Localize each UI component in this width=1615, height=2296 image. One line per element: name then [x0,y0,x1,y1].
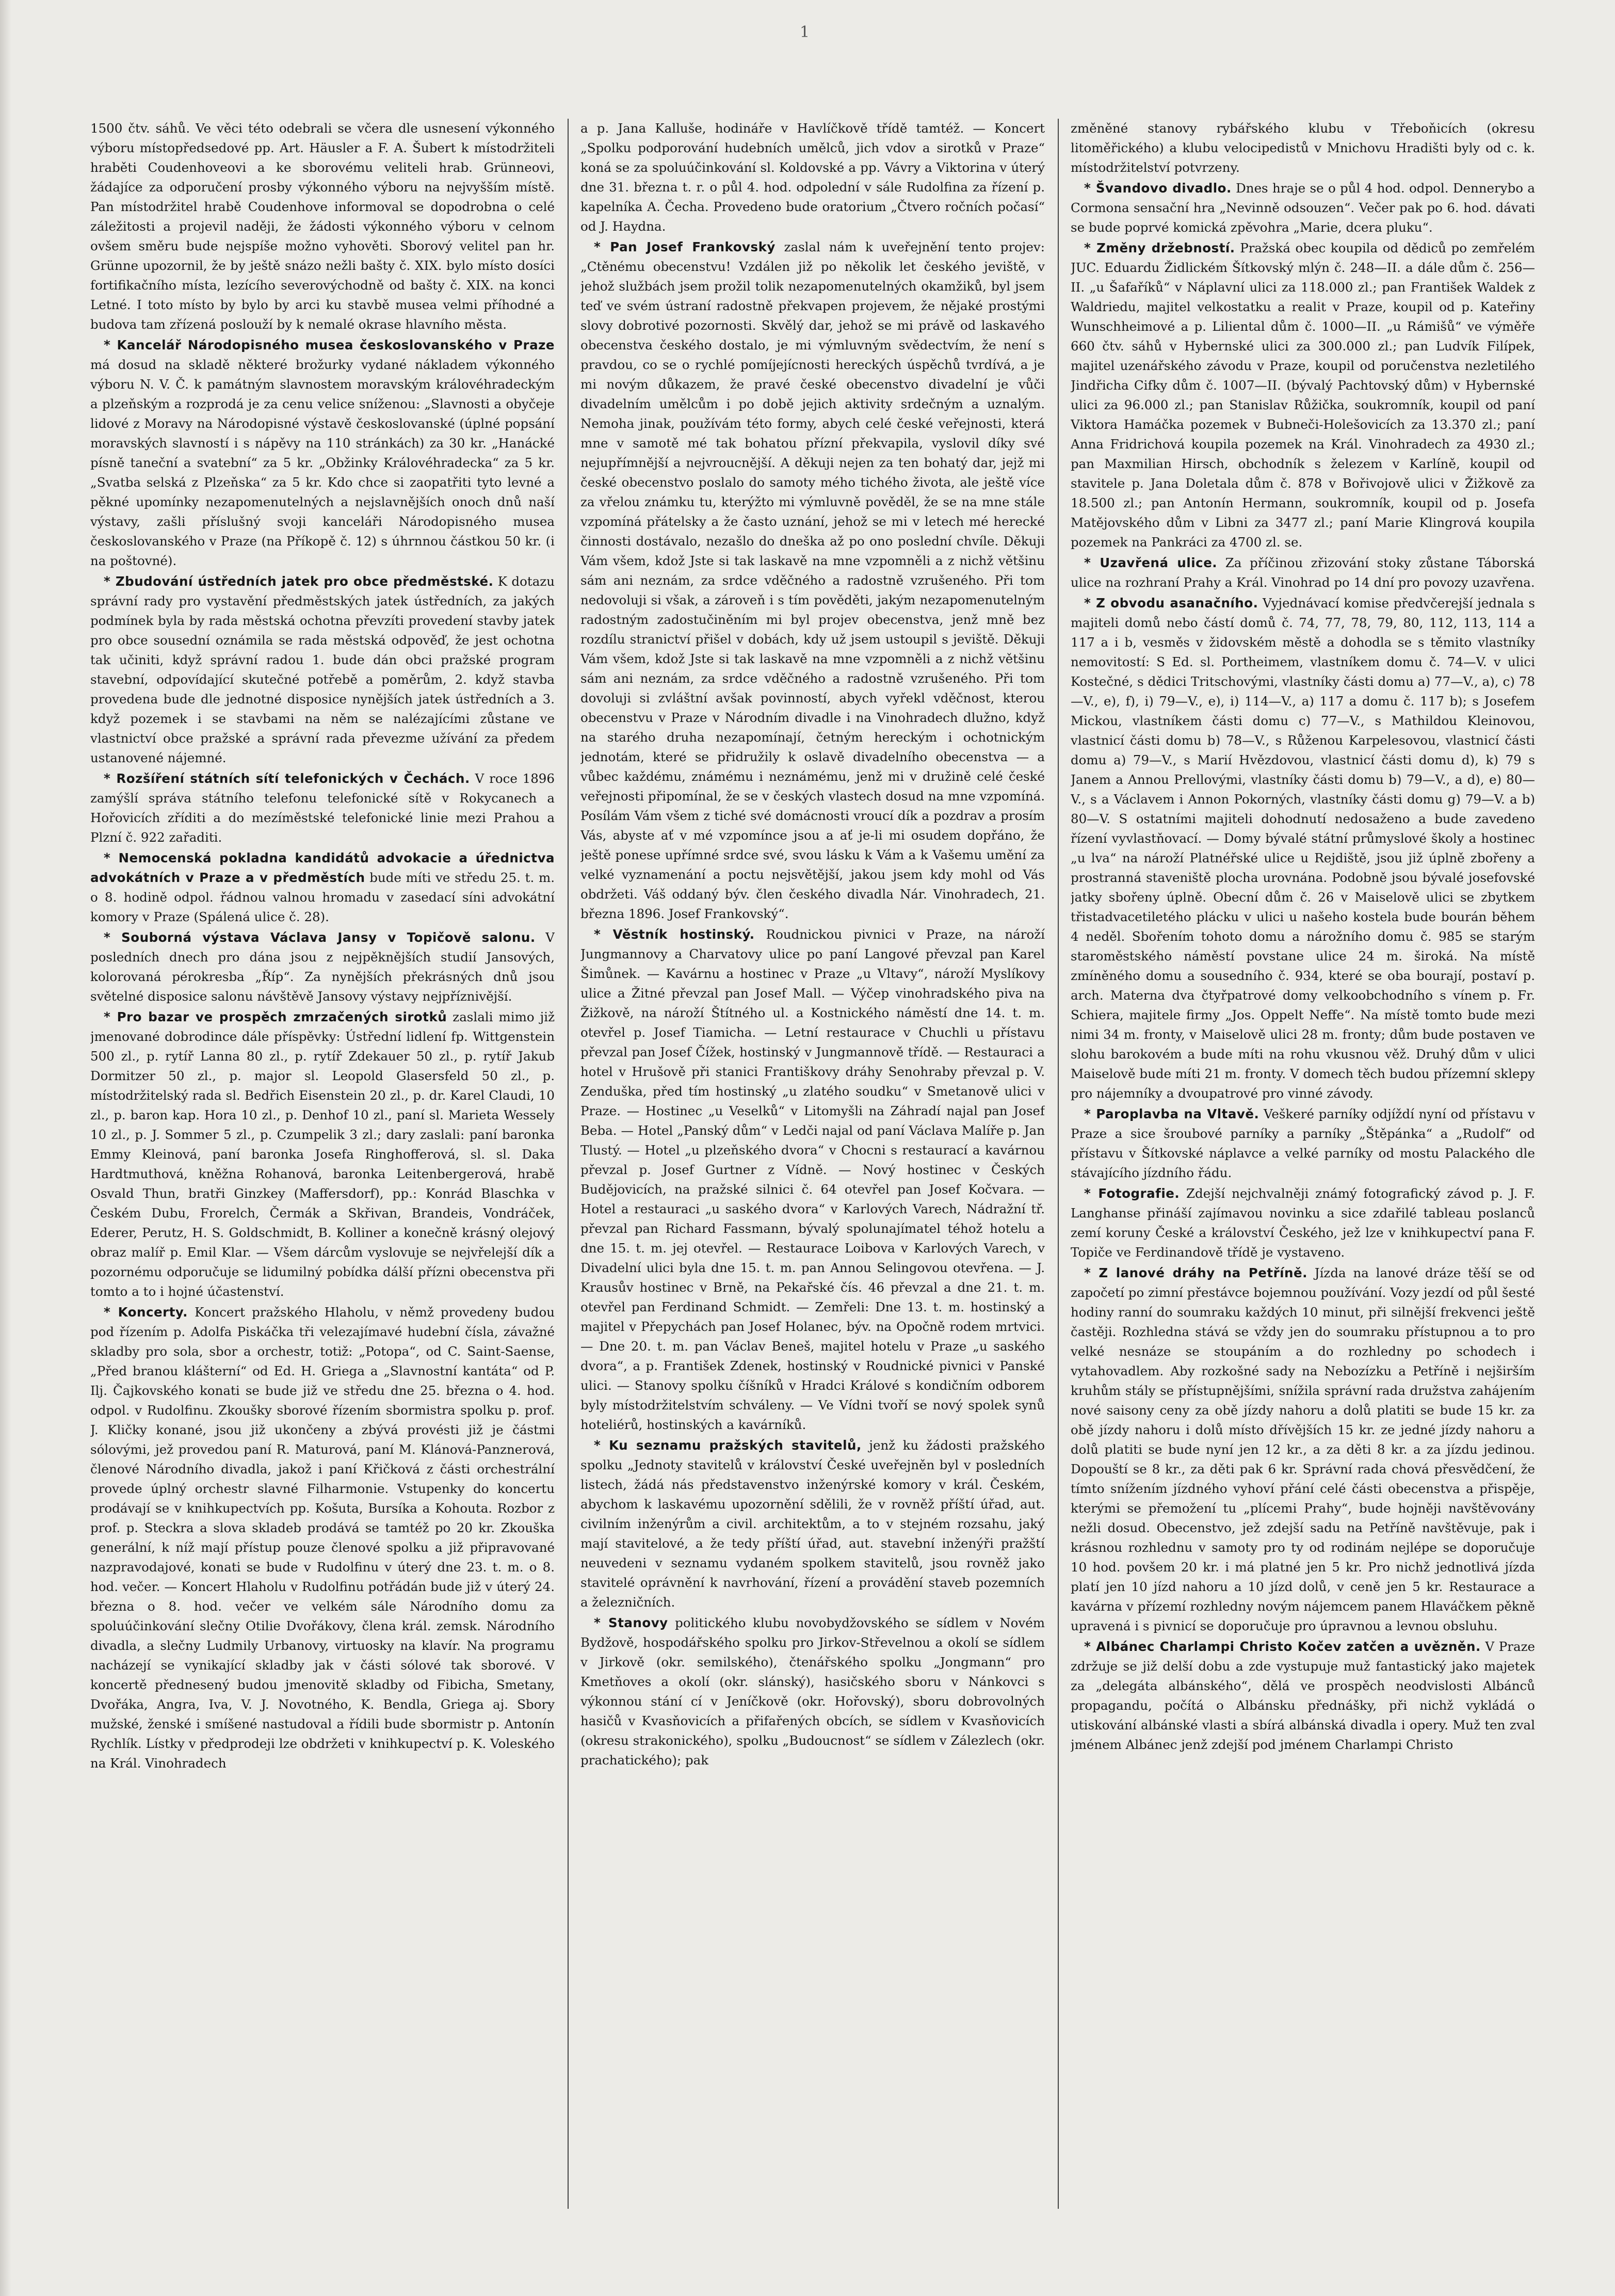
news-item-heading: * Uzavřená ulice. [1084,555,1218,570]
news-item [90,119,555,334]
news-item [90,928,555,1006]
news-item-text: K dotazu správní rady pro vystavění předměstských jatek ústředních, za jakých podmínek byla by rada městská ochotna převzíti provedení stavby jatek pro obce sousední oznámila se rada městská odpověď, že jest ochotna tak učiniti, když správní radou 1. bude dán obci pražské program stavební, odpovídající skutečné potřebě a poměrům, 2. když stavba provedena bude dle jednotné disposice nynějších jatek ústředních a 3. když pozemek i se stavbami na něm se nalézajícími zůstane ve vlastnictví obce pražské a správní rada převezme užívání za předem ustanovené nájemné. [90,574,555,765]
news-item-heading: * Z obvodu asanačního. [1084,596,1258,611]
news-item-text: Zdejší nejchvalněji známý fotografický závod p. J. F. Langhanse přináší zajímavou novinku a sice zdařilé tableau poslanců zemí koruny České a království Českého, jež lze v knihkupectví pana F. Topiče ve Ferdinandově třídě je vystaveno. [1071,1186,1535,1260]
news-item [1071,1637,1535,1755]
news-item-heading: * Koncerty. [104,1305,188,1320]
news-item-text: V roce 1896 zamýšlí správa státního telefonu telefonické sítě v Rokycanech a Hořovicích zříditi a do mezíměstské telefonické linie mezi Prahou a Plzní č. 922 zařaditi. [90,771,555,845]
news-item-text: Jízda na lanové dráze těší se od započetí po zimní přestávce bojemnou používání. Vozy jezdí od půl šesté hodiny ranní do soumraku každých 10 minut, při silnější frekvenci ještě častěji. Rozhledna stává se vždy jen do soumraku přístupnou a to pro velké nesnáze se stoupáním a do rozhledny po schodech i vytahovadlem. Aby rozkošné sady na Nebozízku a Petříně i nejširším kruhům stály se přístupnějšími, snížila správní rada družstva zahájením nové saisony ceny za obě jízdy nahoru a dolů platiti se bude 15 kr. za obě jízdy nahoru i dolů místo dřívějších 15 kr. ze jedné jízdy nahoru a dolů platiti se bude nyní jen 12 kr., a za děti 8 kr. a za jízdu jedinou. Dopouští se 8 kr., za děti pak 6 kr. Správní rada chová přesvědčení, že tímto snížením jízdného vyhoví přání celé části obecenstva a přispěje, kterými se přemožení tu „plícemi Prahy“, bude hojněji navštěvovány nežli dosud. Obecenstvo, jež zdejší sadu na Petříně navštěvuje, pak i krásnou rozhlednu v samoty pro ty od rodinám nejlépe se doporučuje 10 hod. povšem 20 kr. i má platné jen 5 kr. Pro nichž jednotlivá jízda platí jen 10 jízd nahoru a 10 jízd dolů, v ceně jen 5 kr. Restaurace a kavárna v přízemí rozhledny novým nájemcem panem Hlaváčkem pěkně upravená i s pivnicí se doporučuje pro úpravnou a levnou obsluhu. [1071,1265,1535,1633]
news-item [1071,593,1535,1103]
news-item [1071,238,1535,552]
news-item-heading: * Paroplavba na Vltavě. [1084,1106,1259,1121]
news-item-heading: * Věstník hostinský. [594,927,755,942]
news-item-text: bude míti ve středu 25. t. m. o 8. hodině odpol. řádnou valnou hromadu v zasedací síni advokátní komory v Praze (Spálená ulice č. 28). [90,870,555,924]
news-item-text: Dnes hraje se o půl 4 hod. odpol. Dennerybo a Cormona sensační hra „Nevinně odsouzen“. Večer pak po 6. hod. dávati se bude poprvé komická zpěvohra „Marie, dcera pluku“. [1071,181,1535,235]
news-item-heading: * Souborná výstava Václava Jansy v Topičově salonu. [104,930,536,945]
news-item-heading: * Fotografie. [1084,1186,1180,1201]
column-3 [1071,119,1535,2209]
news-item [1071,1263,1535,1636]
news-item-heading: * Stanovy [594,1615,668,1630]
news-item [1071,119,1535,178]
news-item [1071,1184,1535,1262]
news-item [580,119,1045,236]
news-item-heading: * Z lanové dráhy na Petříně. [1084,1265,1307,1280]
news-item-heading: * Pro bazar ve prospěch zmrzačených sirotků [104,1009,447,1024]
news-item [90,848,555,927]
news-item-text: Vyjednávací komise předvčerejší jednala s majiteli domů nebo částí domů č. 74, 77, 78, 79, 80, 112, 113, 114 a 117 a i b, vesměs v židovském městě a dohodla se s těmito vlastníky nemovitostí: S Ed. sl. Portheimem, vlastníkem domu č. 74—V. v ulici Kostečné, s dědici Tritschovými, vlastníky části domu a) 77—V., a), c) 78—V., e), f), i) 79—V., e), i) 114—V., a) 117 a domu č. 117 b); s Josefem Mickou, vlastníkem části domu c) 77—V., s Mathildou Kleinovou, vlastnicí části domu b) 78—V., s Růženou Karpelesovou, vlastnicí části domu a) 79—V., s Marií Hvězdovou, vlastnicí části domu d), k) 79 s Janem a Annou Prellovými, vlastníky části domu b) 79—V., a d), e) 80—V., s a Václavem i Annon Pokorných, vlastníky části domu g) 79—V. a b) 80—V. S ostatními majiteli dohodnutí nedosaženo a bude zavedeno řízení vyvlastňovací. — Domy bývalé státní průmyslové školy a hostinec „u lva“ na nároží Platnéřské ulice u Rejdiště, jsou již úplně zbořeny a prostranná staveniště plocha urovnána. Podobně jsou bývalé josefovské jatky sbořeny úplně. Obecní dům č. 26 v Maiselově ulici se zbytkem třistadvacetiletého plácku v ulici u našeho kostela bude bourán během 4 neděl. Sbořením tohoto domu a nárožního domu č. 985 se starým staroměstského náměstí povstane ulice 24 m. široká. Na místě zmíněného domu a sousedního č. 934, které se oba bourají, postaví p. arch. Materna dva čtyřpatrové domy velkoobchodního s vínem p. Fr. Schiera, majitele firmy „Jos. Oppelt Neffe“. Na místě tomto bude mezi nimi 34 m. fronty, v Maiselově ulici 28 m. fronty; dům bude postaven ve slohu barokovém a bude míti na rohu vkusnou věž. Druhý dům v ulici Maiselově bude míti 21 m. fronty. V domech těch budou přízemní sklepy pro nájemníky a dvoupatrové pro vinné závody. [1071,596,1535,1101]
news-item-heading: * Zbudování ústředních jatek pro obce předměstské. [104,574,494,589]
news-item [90,335,555,571]
news-item-text: Veškeré parníky odjíždí nyní od přístavu v Praze a sice šroubové parníky a parníky „Štěpánka“ a „Rudolf“ od přístavu v Šítkovské náplavce a velké parníky od mostu Palackého dle stávajícího jízdního řádu. [1071,1106,1535,1180]
news-item-text: V Praze zdržuje se již delší dobu a zde vystupuje muž fantastický jako majetek za „delegáta albánského“, dělá ve prospěch neodvislosti Albánců propagandu, počítá o Albánsku přednášky, při nichž vykládá o utiskování albánské vlasti a sbírá albánská divadla i opery. Muž ten zval jménem Albánec jenž zdejší pod jménem Charlampi Christo [1071,1639,1535,1752]
news-item [580,1613,1045,1770]
news-item-text: zaslal nám k uveřejnění tento projev: „Ctěnému obecenstvu! Vzdálen již po několik let českého jeviště, v jehož službách jsem prožil tolik nezapomenutelných okamžiků, byl jsem teď ve svém ústraní radostně překvapen projevem, že nějaké prostými slovy dobrotivé pozornosti. Skvělý dar, jehož se mi právě od laskavého obecenstva českého dostalo, je mi výmluvným svědectvím, že není s pravdou, co se o rychlé pomíjejícnosti hereckých úspěchů tvrdívá, a je mi novým důkazem, že pravé české obecenstvo divadelní je vůči divadelním umělcům i po době jejich aktivity srdečným a uznalým. Nemoha jinak, používám této formy, abych celé české veřejnosti, která mne v samotě mé tak bohatou přízní překvapila, vyslovil díky své nejupřímnější a nejvroucnější. A děkuji nejen za ten bohatý dar, jejž mi české obecenstvo poslalo do samoty mého tichého života, ale ještě více za vřelou známku tu, kterýžto mi výmluvně pověděl, že se na mne stále vzpomíná přátelsky a že často uznání, jehož se mi v letech mé herecké činnosti dostávalo, nezašlo do dneška až po ono poslední chvíle. Děkuji Vám všem, kdož Jste si tak laskavě na mne vzpomněli a z nichž většinu sám ani neznám, za srdce vděčného a radostně vzrušeného. Při tom nedovoluji si však, a zároveň i s tím pověděti, jakým nezapomenutelným radostným zadostučiněním mi byl projev obecenstva, jenž mně bez rozdílu stranictví přišel v dobách, kdy už jsem ustoupil s jeviště. Děkuji Vám všem, kdož Jste si tak laskavě na mne vzpomněli a z nichž většinu sám ani neznám, za srdce vděčného a radostně vzrušeného. Při tom dovoluji si zvláštní avšak povinností, abych vyřekl vděčnost, kterou obecenstvu v Praze v Národním divadle i na Vinohradech dlužno, když na starého druha nezapomínají, četným hereckým i ochotnickým jednotám, které se přidružily k oslavě divadelního obecenstva — a vůbec každému, známému i neznámému, jenž mi v družině celé české veřejnosti připomínal, že se v českých vlastech dosud na mne vzpomíná. Posílám Vám všem z tiché své domácnosti vroucí dík a pozdrav a prosím Vás, abyste ať v mé vzpomínce jsou a ať je-li mi osudem dopřáno, že ještě ponese upřímné srdce své, svou lásku k Vám a k Vašemu umění za velké vyznamenání a poctu nejsvětější, jakou jsem kdy mohl od Vás obdržeti. Váš oddaný býv. člen českého divadla Nár. Vinohradech, 21. března 1896. Josef Frankovský“. [580,239,1045,921]
news-item [1071,179,1535,237]
news-item-heading: * Ku seznamu pražských stavitelů, [594,1438,862,1453]
news-item-text: má dosud na skladě některé brožurky vydané nákladem výkonného výboru N. V. Č. k památným slavnostem moravským královéhradeckým a plzeňským a rozprodá je za cenu velice sníženou: „Slavnosti a obyčeje lidové z Moravy na Národopisné výstavě českoslovanské (úplné popsání moravských slavností i s nápěvy na 110 stránkách) za 30 kr. „Hanácké písně taneční a svatební“ za 5 kr. „Obžinky Královéhradecka“ za 5 kr. „Svatba selská z Plzeňska“ za 5 kr. Kdo chce si zaopatřiti tyto levné a pěkné upomínky nezapomenutelných a nejslavnějších onoch dnů naší výstavy, zašli příslušný svoji kanceláři Národopisného musea českoslovanského v Praze (na Příkopě č. 12) s úhrnnou částkou 50 kr. (i na poštovné). [90,357,555,568]
news-item [580,237,1045,924]
page-mark: 1 [800,23,810,41]
scan-edge [0,0,11,2296]
news-item [90,769,555,847]
news-item-heading: * Nemocenská pokladna kandidátů advokacie a úřednictva advokátních v Praze a v předměstích [90,850,555,885]
news-item [90,1007,555,1302]
news-item [1071,553,1535,592]
newspaper-page [90,119,1535,2209]
news-item-text: zaslali mimo již jmenované dobrodince dále příspěvky: Ústřední lidlení fp. Wittgenstein 500 zl., p. rytíř Lanna 80 zl., p. rytíř Zdekauer 50 zl., p. rytíř Jakub Dormitzer 50 zl., p. major sl. Leopold Glasersfeld 50 zl., p. místodržitelský rada sl. Bedřich Eisenstein 20 zl., p. dr. Karel Claudi, 10 zl., p. baron kap. Hora 10 zl., p. Denhof 10 zl., paní sl. Marieta Wessely 10 zl., p. J. Sommer 5 zl., p. Czumpelik 3 zl.; dary zaslali: paní baronka Emmy Kleinová, paní baronka Josefa Ringhofferová, sl. sl. Daka Hardtmuthová, kněžna Rohanová, baronka Leitenbergerová, hrabě Osvald Thun, bratři Ginzkey (Maffersdorf), pp.: Konrád Blaschka v Českém Dubu, Frorelch, Čermák a Skřivan, Brandeis, Vondráček, Ederer, Perutz, H. S. Goldschmidt, B. Kolliner a konečně krásný olejový obraz malíř p. Emil Klar. — Všem dárcům vyslovuje se nejvřelejší dík a pozornému odporučuje se lidumilný pobídka dálší přízni obecenstva při tomto a to i hojné účastenství. [90,1009,555,1299]
news-item-text: jenž ku žádosti pražského spolku „Jednoty stavitelů v království České uveřejněn byl v posledních listech, žádá nás představenstvo inženýrské komory v král. Českém, abychom k laskavému upozornění sdělili, že v rovněž příští úřad, aut. civilním inženýrům a civil. architektům, a to v stejném rozsahu, jaký mají stavitelové, a že tedy příští úřad, aut. stavební inženýři pražští neuvedeni v seznamu vydaném spolkem stavitelů, jsou rovněž jako stavitelé oprávnění k navrhování, řízení a provádění staveb pozemních a železničních. [580,1438,1045,1610]
column-rule [568,119,569,2209]
news-item [90,1303,555,1773]
news-item-text: Roudnickou pivnici v Praze, na nároží Jungmannovy a Charvatovy ulice po paní Langové převzal pan Karel Šimůnek. — Kavárnu a hostinec v Praze „u Vltavy“, nároží Myslíkovy ulice a Žitné převzal pan Josef Mall. — Výčep vinohradského piva na Žižkově, na nároží Štítného ul. a Kostnického náměstí dne 14. t. m. otevřel p. Josef Tiamicha. — Letní restaurace v Chuchli u přístavu převzal pan Josef Čížek, hostinský v Jungmannově třídě. — Restauraci a hotel v Hrušově při stanici Františkovy dráhy Senohraby převzal p. V. Zenduška, před tím hostinský „u zlatého soudku“ v Smetanově ulici v Praze. — Hostinec „u Veselků“ v Litomyšli na Záhradí najal pan Josef Beba. — Hotel „Panský dům“ v Ledči najal od paní Václava Malíře p. Jan Tlustý. — Hotel „u plzeňského dvora“ v Chocni s restaurací a kavárnou převzal p. Josef Gurtner z Vídně. — Nový hostinec v Českých Budějovicích, na pražské silnici č. 64 otevřel pan Josef Kočvara. — Hotel a restauraci „u saského dvora“ v Karlových Varech, Nádražní tř. převzal pan Richard Fassmann, bývalý spolunajímatel téhož hotelu a dne 15. t. m. jej otevřel. — Restaurace Loibova v Karlových Varech, v Divadelní ulici byla dne 15. t. m. pan Annou Selingovou otevřena. — J. Krausův hostinec v Brně, na Pekařské čís. 46 převzal a dne 21. t. m. otevřel pan Ferdinand Schmidt. — Zemřeli: Dne 13. t. m. hostinský a majitel v Přepychách pan Josef Holanec, býv. na Opočně rodem mrtvici. — Dne 20. t. m. pan Václav Beneš, majitel hotelu v Praze „u saského dvora“, a p. František Zdenek, hostinský v Roudnické pivnici v Panské ulici. — Stanovy spolku číšníků v Hradci Králové s kondičním odborem byly místodržitelstvím schváleny. — Ve Vídni tvoří se nový spolek synů hoteliérů, hostinských a kavárníků. [580,927,1045,1432]
news-item-heading: * Švandovo divadlo. [1084,181,1232,196]
news-item-text: Za příčinou zřizování stoky zůstane Táborská ulice na rozhraní Prahy a Král. Vinohrad po 14 dní pro povozy uzavřena. [1071,555,1535,590]
news-item-text: Koncert pražského Hlaholu, v němž provedeny budou pod řízením p. Adolfa Piskáčka tři velezajímavé hudební čísla, závažné skladby pro sola, sbor a orchestr, totiž: „Potopa“, od C. Saint-Saense, „Před branou klášterní“ od Ed. H. Griega a „Slavnostní kantáta“ od P. Ilj. Čajkovského konati se bude již ve středu dne 25. března o 4. hod. odpol. v Rudolfinu. Zkoušky sborové řízením sbormistra spolku p. prof. J. Kličky konané, jsou již ukončeny a zbývá provésti již je částmi sólovými, jež provedou paní R. Maturová, paní M. Klánová-Panznerová, členové Národního divadla, jakož i paní Křičková z části orchestrální provede úplný orchestr slavné Filharmonie. Vstupenky do koncertu prodávají se v knihkupectvích pp. Košuta, Bursíka a Kohouta. Rozbor z prof. p. Steckra a slova skladeb prodává se tamtéž po 20 kr. Zkouška generální, k níž mají přístup pouze členové spolku a již připravované nazpravodajové, konati se bude v Rudolfinu v úterý dne 23. t. m. o 8. hod. večer. — Koncert Hlaholu v Rudolfinu potřádán bude již v úterý 24. března o 8. hod. večer ve velkém sále Národního domu za spoluúčinkování slečny Otilie Dvořákovy, člena král. zemsk. Národního divadla, a slečny Ludmily Urbanovy, virtuosky na klavír. Na programu nacházejí se vynikající skladby jak v části sólové tak sborové. V koncertě přednesený budou jmenovitě skladby od Fibicha, Smetany, Dvořáka, Angra, Iva, V. J. Novotného, K. Bendla, Griega aj. Sbory mužské, ženské i smíšené nastudoval a řídili bude sbormistr p. Antonín Rychlík. Lístky v předprodeji lze obdržeti v knihkupectví p. K. Voleského na Král. Vinohradech [90,1305,555,1771]
column-1 [90,119,555,2209]
news-item-heading: * Pan Josef Frankovský [594,239,776,254]
news-item-heading: * Rozšíření státních sítí telefonických v Čechách. [104,771,470,786]
news-item-heading: * Změny držebností. [1084,240,1235,255]
news-item [1071,1104,1535,1183]
column-2 [580,119,1045,2209]
news-item-text: Pražská obec koupila od dědiců po zemřelém JUC. Eduardu Židlickém Šítkovský mlýn č. 248—II. a dále dům č. 256—II. „u Šafaříků“ v Náplavní ulici za 118.000 zl.; pan František Waldek z Waldriedu, majitel velkostatku a realit v Praze, koupil od p. Kateřiny Wunschheimové a p. Liliental dům č. 1000—II. „u Rámišů“ ve výměře 660 čtv. sáhů v Hybernské ulici za 300.000 zl.; pan Ludvík Filípek, majitel uzenářského závodu v Praze, koupil od poručenstva nezletilého Jindřicha Cifky dům č. 1007—II. (bývalý Pachtovský dům) v Hybernské ulici za 96.000 zl.; pan Stanislav Růžička, soukromník, koupil od paní Viktora Hamáčka pozemek v Bubneči-Holešovicích za 13.370 zl.; paní Anna Fridrichová koupila pozemek na Král. Vinohradech za 4930 zl.; pan Maxmilian Hirsch, obchodník s železem v Karlíně, koupil od stavitele p. Jana Doletala dům č. 878 v Bořivojově ulici v Žižkově za 18.500 zl.; pan Antonín Hermann, soukromník, koupil od p. Josefa Matějovského dům v Libni za 3477 zl.; paní Marie Klingrová koupila pozemek na Pankráci za 4700 zl. se. [1071,240,1535,550]
news-item-text: a p. Jana Kalluše, hodináře v Havlíčkově třídě tamtéž. — Koncert „Spolku podporování hudebních umělců, jich vdov a sirotků v Praze“ koná se za spoluúčinkování sl. Koldovské a pp. Vávry a Viktorina v úterý dne 31. března t. r. o půl 4. hod. odpolední v sále Rudolfina za řízení p. kapelníka A. Čecha. Provedeno bude oratorium „Čtvero ročních počasí“ od J. Haydna. [580,121,1045,234]
news-item [580,925,1045,1435]
news-item-heading: * Kancelář Národopisného musea českoslovanského v Praze [104,338,555,352]
news-item [90,572,555,768]
news-item-text: politického klubu novobydžovského se sídlem v Novém Bydžově, hospodářského spolku pro Jirkov-Střevelnou a okolí se sídlem v Jirkově (okr. semilského), čtenářského spolku „Jongmann“ pro Kmetňoves a okolí (okr. slánský), hasičského sboru v Nánkovci s výkonnou stání cí v Jeníčkově (okr. Hořovský), sboru dobrovolných hasičů v Kvasňovicích a přifařených obcích, se sídlem v Kvasňovicích (okresu strakonického), spolku „Budoucnost“ se sídlem v Zálezlech (okr. prachatického); pak [580,1615,1045,1768]
news-item-text: V posledních dnech pro dána jsou z nejpěknějších studií Jansových, kolorovaná pérokresba „Říp“. Za nynějších překrásných dnů jsou světelné disposice salonu návštěvě Jansovy výstavy nejpříznivější. [90,930,555,1004]
news-item-text: změněné stanovy rybářského klubu v Třeboňicích (okresu litoměřického) a klubu velocipedistů v Mnichovu Hradišti byly od c. k. místodržitelství potvrzeny. [1071,121,1535,175]
column-rule [1058,119,1059,2209]
news-item-heading: * Albánec Charlampi Christo Kočev zatčen a uvězněn. [1084,1639,1481,1654]
news-item [580,1436,1045,1612]
news-item-text: 1500 čtv. sáhů. Ve věci této odebrali se včera dle usnesení výkonného výboru místopředsedové pp. Art. Häusler a F. A. Šubert k místodržiteli hraběti Coudenhoveovi a ke sborovému veliteli hrab. Grünneovi, žádajíce za odporučení prosby výkonného výboru na nejvyšším místě. Pan místodržitel hrabě Coudenhove informoval se dopodrobna o celé záležitosti a projevil naději, že žádosti výkonného výboru v celnom ovšem směru bude nejspíše možno vyhověti. Sborový velitel pan hr. Grünne upozornil, že by ještě snázo nežli bašty č. XIX. bylo místo dosíci fortifikačního místa, lezícího severovýchodně od bašty č. XIX. na konci Letné. I toto místo by bylo by arci ku stavbě musea velmi příhodné a budova tam zřízená poslouží by k nemalé okrase hlavního města. [90,121,555,332]
